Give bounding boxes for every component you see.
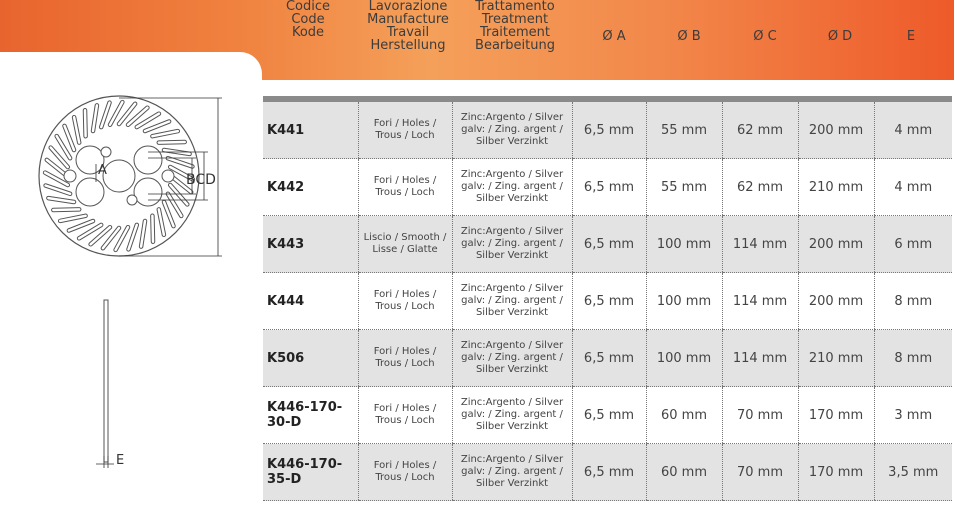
cell-manufacture: Liscio / Smooth / Lisse / Glatte	[358, 216, 452, 273]
cell-thickness-e: 6 mm	[874, 216, 952, 273]
cell-diameter-d: 170 mm	[798, 387, 874, 444]
cell-treatment: Zinc:Argento / Silver galv: / Zing. argent / Silber Verzinkt	[452, 387, 572, 444]
cell-code: K441	[263, 102, 358, 159]
cell-thickness-e: 4 mm	[874, 159, 952, 216]
cell-diameter-b: 100 mm	[646, 330, 722, 387]
cell-diameter-a: 6,5 mm	[572, 387, 646, 444]
cell-thickness-e: 8 mm	[874, 273, 952, 330]
cell-treatment: Zinc:Argento / Silver galv: / Zing. argent / Silber Verzinkt	[452, 159, 572, 216]
cell-diameter-d: 170 mm	[798, 444, 874, 501]
product-drawing	[0, 90, 262, 517]
cell-diameter-a: 6,5 mm	[572, 216, 646, 273]
label-a: A	[98, 163, 107, 178]
header-diameter-d: Ø D	[827, 28, 853, 44]
cell-manufacture: Fori / Holes / Trous / Loch	[358, 102, 452, 159]
cell-treatment: Zinc:Argento / Silver galv: / Zing. argent / Silber Verzinkt	[452, 330, 572, 387]
cell-manufacture: Fori / Holes / Trous / Loch	[358, 330, 452, 387]
header-manufacture: Lavorazione Manufacture Travail Herstellung	[367, 0, 449, 53]
cell-thickness-e: 3,5 mm	[874, 444, 952, 501]
cell-diameter-b: 55 mm	[646, 102, 722, 159]
cell-treatment: Zinc:Argento / Silver galv: / Zing. argent / Silber Verzinkt	[452, 273, 572, 330]
table-row	[263, 216, 952, 273]
cell-diameter-d: 200 mm	[798, 216, 874, 273]
cell-code: K446-170-30-D	[263, 387, 358, 444]
cell-code: K443	[263, 216, 358, 273]
cell-diameter-b: 60 mm	[646, 387, 722, 444]
cell-diameter-c: 70 mm	[722, 387, 798, 444]
cell-diameter-b: 100 mm	[646, 273, 722, 330]
disc-side-view	[96, 300, 114, 468]
cell-code: K446-170-35-D	[263, 444, 358, 501]
table-row	[263, 273, 952, 330]
cell-diameter-a: 6,5 mm	[572, 273, 646, 330]
cell-diameter-b: 55 mm	[646, 159, 722, 216]
cell-code: K506	[263, 330, 358, 387]
cell-diameter-a: 6,5 mm	[572, 330, 646, 387]
cell-diameter-b: 60 mm	[646, 444, 722, 501]
cell-manufacture: Fori / Holes / Trous / Loch	[358, 159, 452, 216]
table-row	[263, 159, 952, 216]
cell-diameter-d: 200 mm	[798, 102, 874, 159]
cell-diameter-d: 210 mm	[798, 159, 874, 216]
label-bcd: BCD	[186, 172, 216, 188]
cell-thickness-e: 3 mm	[874, 387, 952, 444]
cell-thickness-e: 8 mm	[874, 330, 952, 387]
disc-slot-inner	[159, 142, 185, 143]
cell-manufacture: Fori / Holes / Trous / Loch	[358, 444, 452, 501]
cell-diameter-c: 62 mm	[722, 102, 798, 159]
header-banner-cutout	[0, 52, 262, 92]
label-e: E	[116, 453, 125, 468]
cell-diameter-c: 114 mm	[722, 273, 798, 330]
cell-treatment: Zinc:Argento / Silver galv: / Zing. argent / Silber Verzinkt	[452, 444, 572, 501]
spec-table	[263, 102, 952, 501]
header-diameter-a: Ø A	[602, 28, 626, 44]
spec-table-body	[263, 102, 952, 501]
cell-diameter-a: 6,5 mm	[572, 444, 646, 501]
disc-slot-inner	[53, 209, 79, 210]
header-treatment: Trattamento Treatment Traitement Bearbeitung	[475, 0, 555, 53]
cell-code: K444	[263, 273, 358, 330]
cell-manufacture: Fori / Holes / Trous / Loch	[358, 387, 452, 444]
cell-diameter-b: 100 mm	[646, 216, 722, 273]
table-row	[263, 387, 952, 444]
header-thickness-e: E	[906, 28, 916, 44]
header-diameter-b: Ø B	[677, 28, 701, 44]
cell-diameter-c: 62 mm	[722, 159, 798, 216]
disc-slot-inner	[152, 216, 153, 242]
disc-top-view	[39, 96, 199, 256]
cell-diameter-c: 70 mm	[722, 444, 798, 501]
cell-diameter-a: 6,5 mm	[572, 159, 646, 216]
cell-thickness-e: 4 mm	[874, 102, 952, 159]
cell-manufacture: Fori / Holes / Trous / Loch	[358, 273, 452, 330]
disc-slot-inner	[85, 110, 86, 136]
cell-diameter-c: 114 mm	[722, 216, 798, 273]
header-diameter-c: Ø C	[753, 28, 777, 44]
cell-code: K442	[263, 159, 358, 216]
cell-diameter-d: 200 mm	[798, 273, 874, 330]
cell-treatment: Zinc:Argento / Silver galv: / Zing. argent / Silber Verzinkt	[452, 102, 572, 159]
table-row	[263, 102, 952, 159]
table-row	[263, 444, 952, 501]
cell-treatment: Zinc:Argento / Silver galv: / Zing. argent / Silber Verzinkt	[452, 216, 572, 273]
cell-diameter-d: 210 mm	[798, 330, 874, 387]
table-row	[263, 330, 952, 387]
cell-diameter-a: 6,5 mm	[572, 102, 646, 159]
cell-diameter-c: 114 mm	[722, 330, 798, 387]
header-code: Codice Code Kode	[285, 0, 331, 40]
